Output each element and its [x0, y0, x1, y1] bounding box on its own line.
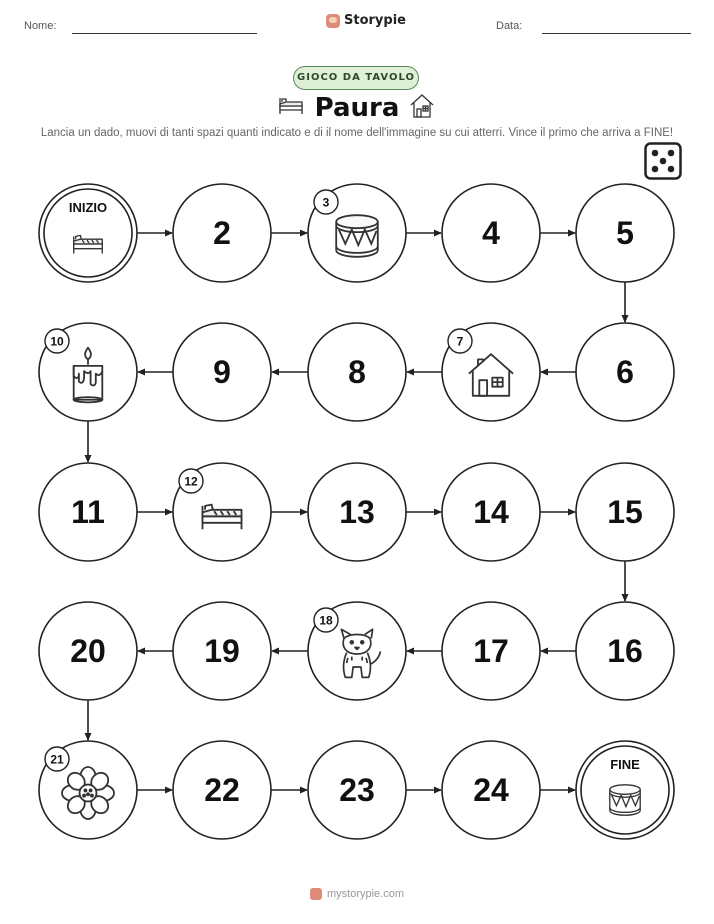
board-space-6 — [576, 323, 674, 421]
date-label: Data: — [496, 20, 523, 32]
board-space-18 — [308, 602, 406, 700]
board-space-22 — [173, 741, 271, 839]
board-space-25 — [576, 741, 674, 839]
space-circle — [39, 184, 137, 282]
board-space-14 — [442, 463, 540, 561]
flower-icon — [62, 767, 114, 819]
board-space-11 — [39, 463, 137, 561]
board-space-2 — [173, 184, 271, 282]
space-number: 6 — [616, 354, 634, 390]
board-space-20 — [39, 602, 137, 700]
space-number: 19 — [204, 633, 240, 669]
board-space-9 — [173, 323, 271, 421]
board-space-3 — [308, 184, 406, 282]
space-number: 14 — [473, 494, 509, 530]
board-space-19 — [173, 602, 271, 700]
space-number: 4 — [482, 215, 500, 251]
board-space-7 — [442, 323, 540, 421]
finish-label: FINE — [610, 757, 640, 772]
instructions-text: Lancia un dado, muovi di tanti spazi quanti indicato e di il nome dell'immagine su cui atterri. Vince il primo che arriva a FINE! — [40, 127, 674, 139]
space-number: 15 — [607, 494, 643, 530]
space-number: 5 — [616, 215, 634, 251]
space-number-badge-label: 21 — [50, 752, 64, 767]
board-space-13 — [308, 463, 406, 561]
board-space-4 — [442, 184, 540, 282]
space-number: 24 — [473, 772, 509, 808]
space-number: 22 — [204, 772, 240, 808]
page-title: Paura — [314, 93, 400, 123]
board-space-17 — [442, 602, 540, 700]
board-space-12 — [173, 463, 271, 561]
board-space-10 — [39, 323, 137, 421]
space-number: 11 — [71, 494, 105, 530]
space-number: 8 — [348, 354, 366, 390]
space-number-badge-label: 18 — [319, 613, 333, 628]
game-type-badge: GIOCO DA TAVOLO — [293, 66, 419, 90]
brand-name: Storypie — [344, 13, 406, 28]
board-space-23 — [308, 741, 406, 839]
footer-site: mystorypie.com — [326, 888, 405, 900]
board-space-16 — [576, 602, 674, 700]
space-number-badge-label: 12 — [184, 474, 198, 489]
board-space-1 — [39, 184, 137, 282]
space-number-badge-label: 7 — [456, 334, 464, 349]
space-number-badge-label: 10 — [50, 334, 64, 349]
space-number: 13 — [339, 494, 375, 530]
name-label: Nome: — [24, 20, 57, 32]
footer — [0, 888, 714, 900]
board-space-24 — [442, 741, 540, 839]
board-space-5 — [576, 184, 674, 282]
space-number: 2 — [213, 215, 231, 251]
space-number-badge-label: 3 — [322, 195, 330, 210]
board-space-15 — [576, 463, 674, 561]
space-number: 9 — [213, 354, 231, 390]
board-spaces — [39, 184, 674, 839]
space-number: 20 — [70, 633, 106, 669]
board-space-8 — [308, 323, 406, 421]
board-space-21 — [39, 741, 137, 839]
space-number: 16 — [607, 633, 643, 669]
storypie-icon — [310, 888, 322, 900]
space-number: 23 — [339, 772, 375, 808]
space-number: 17 — [473, 633, 509, 669]
start-label: INIZIO — [68, 200, 108, 215]
